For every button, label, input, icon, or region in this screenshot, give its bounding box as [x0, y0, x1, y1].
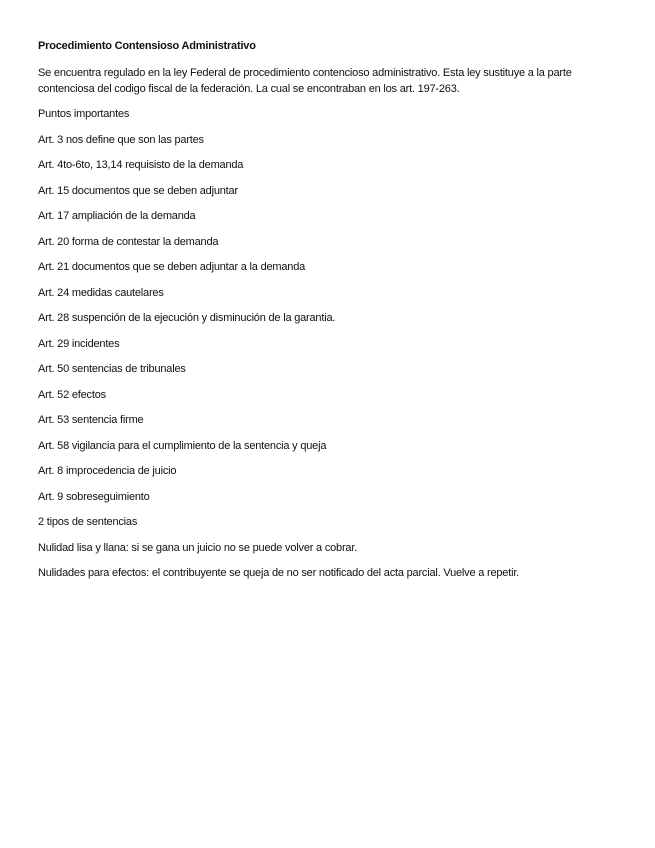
paragraph-art-58: Art. 58 vigilancia para el cumplimiento de la sentencia y queja — [38, 439, 327, 452]
paragraph-nulidades-para-efectos: Nulidades para efectos: el contribuyente se queja de no ser notificado del acta parcial. Vuelve a repetir. — [38, 567, 520, 579]
paragraph-art-21: Art. 21 documentos que se deben adjuntar a la demanda — [38, 261, 306, 273]
paragraph-art-4-6-13-14: Art. 4to-6to, 13,14 requisisto de la demanda — [38, 159, 244, 171]
paragraph-art-3: Art. 3 nos define que son las partes — [38, 133, 204, 146]
paragraph-art-29: Art. 29 incidentes — [38, 337, 120, 350]
paragraph-art-20: Art. 20 forma de contestar la demanda — [38, 235, 219, 248]
paragraph-art-9: Art. 9 sobreseguimiento — [38, 490, 150, 503]
intro-paragraph: Se encuentra regulado en la ley Federal de procedimiento contencioso administrativo. Esta ley sustituye a la parte contenciosa del codigo fiscal de la federación. La cual se encontraban en los art. 197-263. — [38, 67, 572, 95]
paragraph-art-52: Art. 52 efectos — [38, 388, 106, 401]
paragraph-nulidad-lisa-y-llana: Nulidad lisa y llana: si se gana un juicio no se puede volver a cobrar. — [38, 541, 358, 554]
paragraph-art-17: Art. 17 ampliación de la demanda — [38, 210, 196, 222]
paragraph-art-24: Art. 24 medidas cautelares — [38, 286, 164, 299]
paragraph-art-28: Art. 28 suspención de la ejecución y disminución de la garantia. — [38, 312, 336, 324]
paragraph-art-8: Art. 8 improcedencia de juicio — [38, 465, 177, 477]
document-title: Procedimiento Contensioso Administrativo — [38, 40, 256, 52]
document-body — [38, 39, 618, 592]
paragraph-tipos-de-sentencias: 2 tipos de sentencias — [38, 516, 138, 528]
paragraph-art-15: Art. 15 documentos que se deben adjuntar — [38, 184, 238, 197]
paragraph-art-53: Art. 53 sentencia firme — [38, 414, 144, 426]
paragraph-art-50: Art. 50 sentencias de tribunales — [38, 363, 186, 375]
paragraph-puntos-importantes: Puntos importantes — [38, 108, 130, 120]
